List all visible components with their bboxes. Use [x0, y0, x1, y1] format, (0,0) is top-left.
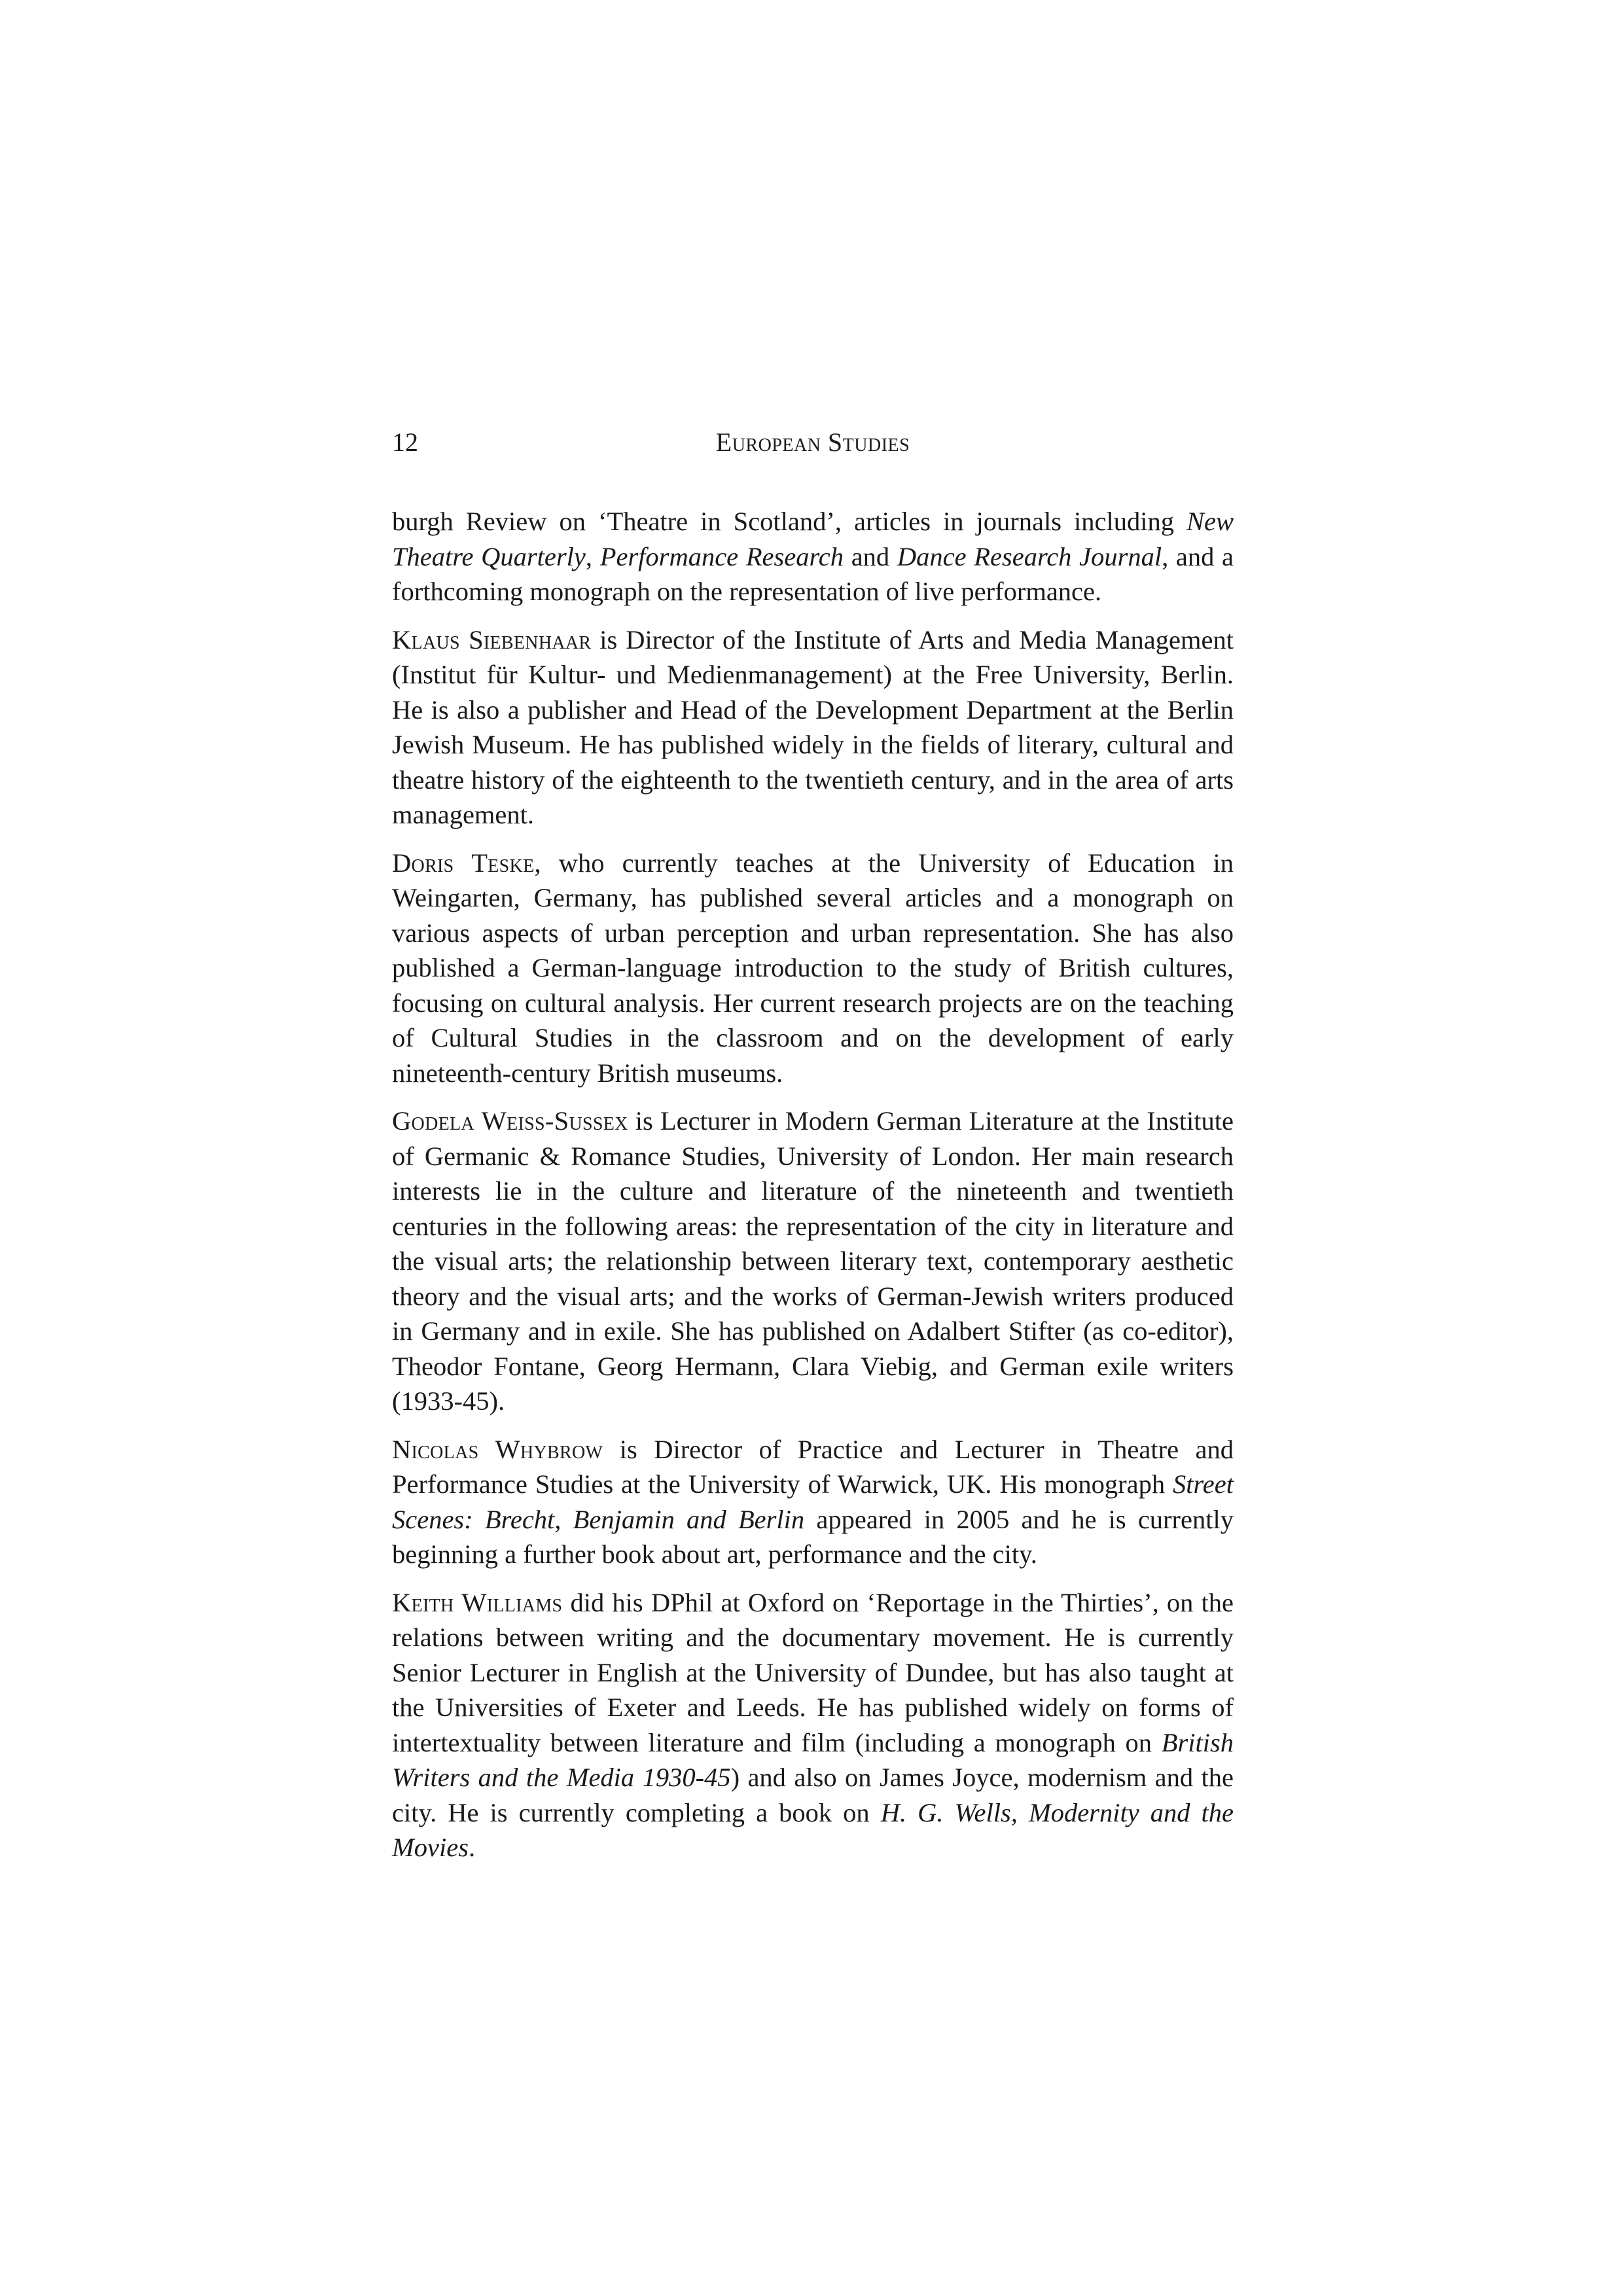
entry-text: .	[468, 1833, 476, 1862]
contributor-name: Keith Williams	[392, 1587, 563, 1617]
contributor-name: Nicolas Whybrow	[392, 1434, 603, 1464]
entry-text: is Lecturer in Modern German Literature at the Institute of Germanic & Romance Studies, University of London. Her main research interests lie in the culture and literature of the nineteenth and twentieth centuries in the following areas: the representation of the city in literature and the visual arts; the relationship between literary text, contemporary aesthetic theory and the visual arts; and the works of German-Jewish writers produced in Germany and in exile. She has published on Adalbert Stifter (as co-editor), Theodor Fontane, Georg Hermann, Clara Viebig, and German exile writers (1933-45).	[392, 1106, 1234, 1416]
contributor-entry-continuation	[392, 504, 1234, 609]
entry-text: is Director of Practice and Lecturer in Theatre and Performance Studies at the University of Warwick, UK. His monograph	[392, 1434, 1234, 1499]
contributor-name: Doris Teske	[392, 848, 535, 878]
contributor-entry	[392, 622, 1234, 833]
entry-text: appeared in 2005 and he is currently beginning a further book about art, performance and the city.	[392, 1504, 1234, 1569]
entry-text: burgh Review on ‘Theatre in Scotland’, articles in journals including	[392, 507, 1186, 536]
entry-text: and	[844, 541, 897, 571]
book-title: British Writers and the Media 1930-45	[392, 1727, 1234, 1792]
running-head	[392, 425, 1234, 459]
entry-text: is Director of the Institute of Arts and Media Management (Institut für Kultur- und Medienmanagement) at the Free University, Berlin. He is also a publisher and Head of the Development Department at the Berlin Jewish Museum. He has published widely in the fields of literary, cultural and theatre history of the eighteenth to the twentieth century, and in the area of arts management.	[392, 624, 1234, 829]
page-number: 12	[392, 427, 418, 457]
entry-text: did his DPhil at Oxford on ‘Reportage in the Thirties’, on the relations between writing and the documentary movement. He is currently Senior Lecturer in English at the University of Dundee, but has also taught at the Universities of Exeter and Leeds. He has published widely on forms of intertextuality between literature and film (including a monograph on	[392, 1587, 1234, 1757]
contributor-entry	[392, 1432, 1234, 1572]
book-title: Street Scenes: Brecht, Benjamin and Berlin	[392, 1469, 1234, 1534]
contributor-entry	[392, 1585, 1234, 1865]
contributor-entry	[392, 1103, 1234, 1419]
contributor-name: Klaus Siebenhaar	[392, 624, 592, 655]
book-title: H. G. Wells, Modernity and the Movies	[392, 1797, 1234, 1862]
journal-title: Dance Research Journal	[897, 541, 1162, 571]
contributor-notes	[392, 504, 1234, 1878]
entry-text: ) and also on James Joyce, modernism and the city. He is currently completing a book on	[392, 1763, 1234, 1827]
entry-text: , and a forthcoming monograph on the representation of live performance.	[392, 541, 1234, 606]
entry-text: ,	[585, 541, 600, 571]
contributor-entry	[392, 846, 1234, 1091]
entry-text: , who currently teaches at the University of Education in Weingarten, Germany, has published several articles and a monograph on various aspects of urban perception and urban representation. She has also published a German-language introduction to the study of British cultures, focusing on cultural analysis. Her current research projects are on the teaching of Cultural Studies in the classroom and on the development of early nineteenth-century British museums.	[392, 848, 1234, 1088]
running-title: European Studies	[715, 427, 910, 457]
contributor-name: Godela Weiss-Sussex	[392, 1106, 628, 1136]
journal-title: Performance Research	[599, 541, 844, 571]
journal-title: New Theatre Quarterly	[392, 507, 1234, 571]
